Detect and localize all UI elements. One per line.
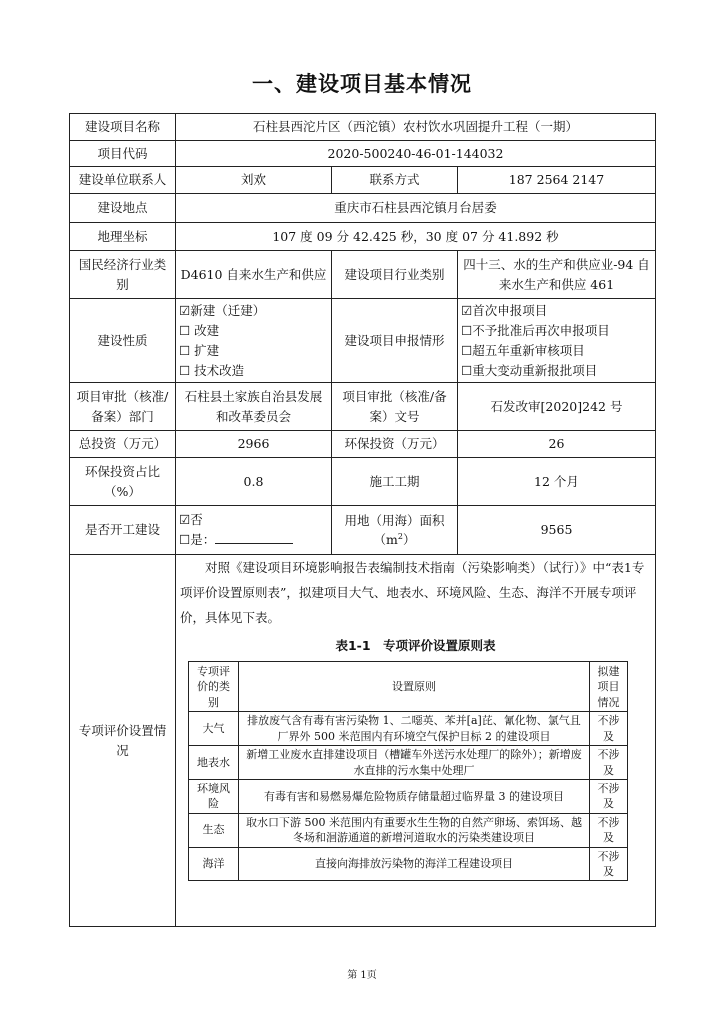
value: 刘欢 bbox=[176, 167, 332, 194]
checkbox-option: ☐ 改建 bbox=[179, 322, 220, 338]
label: 国民经济行业类别 bbox=[70, 251, 176, 299]
cat-cell: 大气 bbox=[189, 712, 239, 746]
label: 地理坐标 bbox=[70, 223, 176, 251]
label: 总投资（万元） bbox=[70, 431, 176, 458]
value: 0.8 bbox=[176, 458, 332, 506]
checkbox-option: ☑新建（迁建） bbox=[179, 302, 266, 318]
label: 建设项目行业类别 bbox=[332, 251, 458, 299]
sub-row bbox=[189, 779, 628, 813]
row-project-name bbox=[70, 114, 656, 141]
label: 环保投资占比（%） bbox=[70, 458, 176, 506]
page-footer: 第 1页 bbox=[347, 970, 377, 981]
label: 项目审批（核准/备案）部门 bbox=[70, 383, 176, 431]
header-cell: 专项评价的类别 bbox=[189, 662, 239, 712]
paragraph-text: 对照《建设项目环境影响报告表编制技术指南（污染影响类）（试行）》中“表1专项评价设置原则表”，拟建项目大气、地表水、环境风险、生态、海洋不开展专项评价，具体见下表。 bbox=[180, 560, 645, 625]
status-cell: 不涉及 bbox=[590, 779, 628, 813]
value: 重庆市石柱县西沱镇月台居委 bbox=[176, 194, 656, 223]
cat-cell: 海洋 bbox=[189, 847, 239, 881]
project-info-table bbox=[69, 113, 656, 927]
value: 石柱县土家族自治县发展和改革委员会 bbox=[176, 383, 332, 431]
sub-header-row bbox=[189, 662, 628, 712]
report-options bbox=[458, 299, 656, 383]
checkbox-option: ☑否 bbox=[179, 512, 203, 527]
status-cell: 不涉及 bbox=[590, 813, 628, 847]
rule-cell: 直接向海排放污染物的海洋工程建设项目 bbox=[239, 847, 590, 881]
special-paragraph bbox=[176, 555, 655, 630]
label: 专项评价设置情况 bbox=[70, 555, 176, 927]
value: 石发改审[2020]242 号 bbox=[458, 383, 656, 431]
status-cell: 不涉及 bbox=[590, 746, 628, 780]
status-cell: 不涉及 bbox=[590, 847, 628, 881]
row-nature bbox=[70, 299, 656, 383]
checkbox-option: ☐ 技术改造 bbox=[179, 362, 245, 378]
row-special bbox=[70, 555, 656, 927]
row-investment bbox=[70, 431, 656, 458]
rule-cell: 排放废气含有毒有害污染物 1、二噁英、苯并[a]芘、氰化物、氯气且厂界外 500 米范围内有环境空气保护目标 2 的建设项目 bbox=[239, 712, 590, 746]
sub-row bbox=[189, 813, 628, 847]
special-criteria-table bbox=[188, 661, 628, 881]
area-label: 用地（用海）面积（m bbox=[344, 512, 445, 547]
started-options bbox=[176, 506, 332, 555]
label: 建设单位联系人 bbox=[70, 167, 176, 194]
value: 9565 bbox=[458, 506, 656, 555]
sub-row bbox=[189, 847, 628, 881]
checkbox-option: ☑首次申报项目 bbox=[461, 302, 548, 318]
value: 四十三、水的生产和供应业-94 自来水生产和供应 461 bbox=[458, 251, 656, 299]
label: 环保投资（万元） bbox=[332, 431, 458, 458]
label: 项目审批（核准/备案）文号 bbox=[332, 383, 458, 431]
checkbox-yes: ☐是： bbox=[179, 532, 216, 547]
rule-cell: 新增工业废水直排建设项目（槽罐车外送污水处理厂的除外）；新增废水直排的污水集中处理厂 bbox=[239, 746, 590, 780]
row-approval bbox=[70, 383, 656, 431]
row-coords bbox=[70, 223, 656, 251]
row-project-code bbox=[70, 141, 656, 167]
page-title: 一、建设项目基本情况 bbox=[252, 72, 472, 96]
value: 2966 bbox=[176, 431, 332, 458]
rule-cell: 取水口下游 500 米范围内有重要水生生物的自然产卵场、索饵场、越冬场和洄游通道的新增河道取水的污染类建设项目 bbox=[239, 813, 590, 847]
row-location bbox=[70, 194, 656, 223]
label: 联系方式 bbox=[332, 167, 458, 194]
cat-cell: 地表水 bbox=[189, 746, 239, 780]
value: D4610 自来水生产和供应 bbox=[176, 251, 332, 299]
special-content bbox=[176, 555, 656, 927]
row-started bbox=[70, 506, 656, 555]
cat-cell: 生态 bbox=[189, 813, 239, 847]
status-cell: 不涉及 bbox=[590, 712, 628, 746]
label: 项目代码 bbox=[70, 141, 176, 167]
label: 建设地点 bbox=[70, 194, 176, 223]
blank-line bbox=[215, 531, 293, 544]
label: 是否开工建设 bbox=[70, 506, 176, 555]
value: 2020-500240-46-01-144032 bbox=[176, 141, 656, 167]
area-label-end: ） bbox=[402, 532, 416, 547]
row-contact bbox=[70, 167, 656, 194]
area-label-sup: 2 bbox=[397, 531, 403, 541]
row-ratio bbox=[70, 458, 656, 506]
header-cell: 拟建项目情况 bbox=[590, 662, 628, 712]
label: 建设项目申报情形 bbox=[332, 299, 458, 383]
label bbox=[332, 506, 458, 555]
label: 施工工期 bbox=[332, 458, 458, 506]
value: 12 个月 bbox=[458, 458, 656, 506]
sub-row bbox=[189, 746, 628, 780]
label: 建设性质 bbox=[70, 299, 176, 383]
checkbox-option bbox=[179, 530, 328, 550]
checkbox-option: ☐ 扩建 bbox=[179, 342, 220, 358]
row-industry bbox=[70, 251, 656, 299]
checkbox-option: ☐超五年重新审核项目 bbox=[461, 342, 585, 358]
nature-options bbox=[176, 299, 332, 383]
value: 26 bbox=[458, 431, 656, 458]
checkbox-option: ☐不予批准后再次申报项目 bbox=[461, 322, 610, 338]
checkbox-option: ☐重大变动重新报批项目 bbox=[461, 362, 598, 378]
value: 187 2564 2147 bbox=[458, 167, 656, 194]
value: 石柱县西沱片区（西沱镇）农村饮水巩固提升工程（一期） bbox=[176, 114, 656, 141]
label: 建设项目名称 bbox=[70, 114, 176, 141]
sub-table-title: 表1-1 专项评价设置原则表 bbox=[335, 638, 496, 653]
sub-row bbox=[189, 712, 628, 746]
rule-cell: 有毒有害和易燃易爆危险物质存储量超过临界量 3 的建设项目 bbox=[239, 779, 590, 813]
cat-cell: 环境风险 bbox=[189, 779, 239, 813]
value: 107 度 09 分 42.425 秒，30 度 07 分 41.892 秒 bbox=[176, 223, 656, 251]
header-cell: 设置原则 bbox=[239, 662, 590, 712]
